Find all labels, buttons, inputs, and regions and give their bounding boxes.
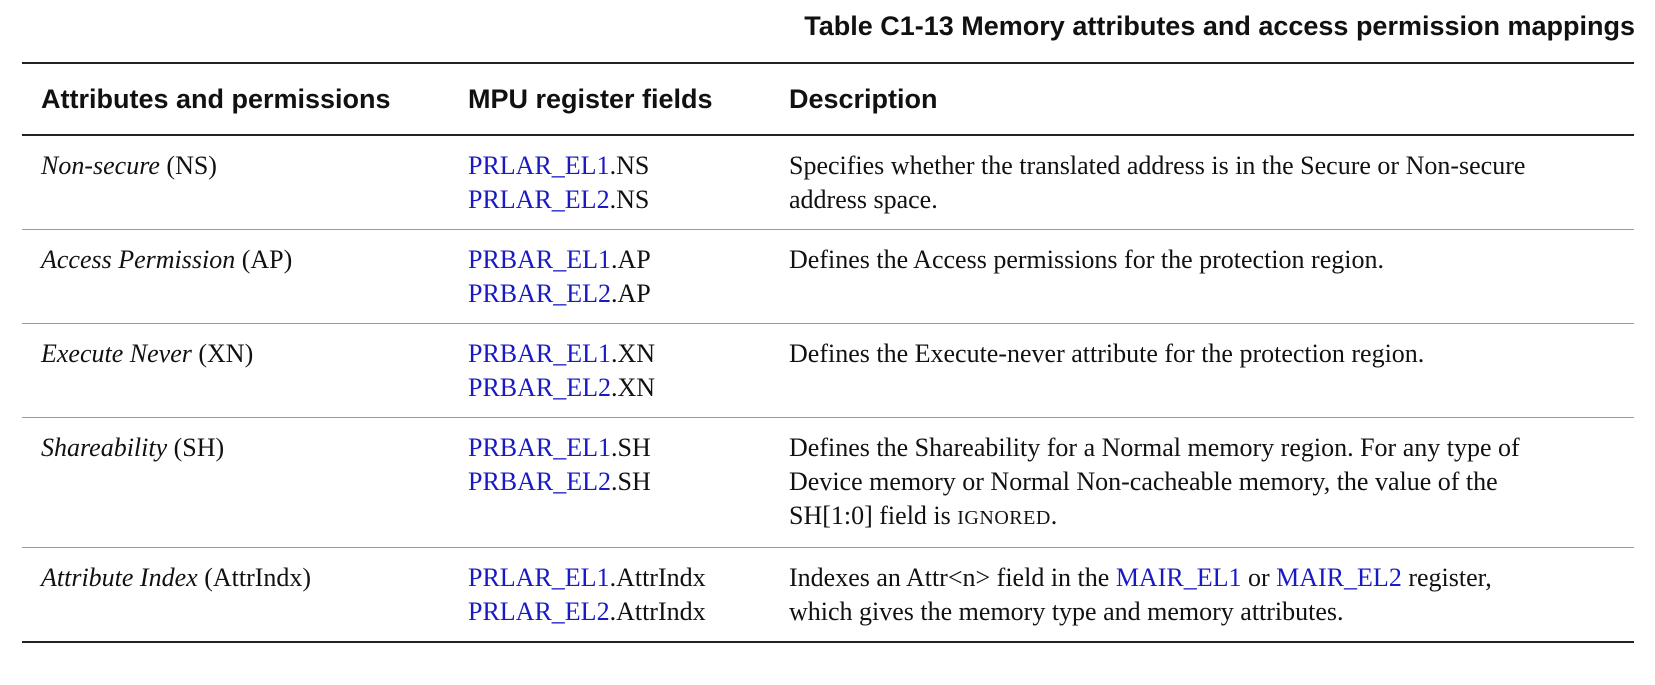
column-header-description: Description (789, 84, 938, 114)
attribute-name: Shareability (41, 433, 168, 462)
attribute-abbr: (XN) (198, 339, 254, 368)
mpu-fields-cell (468, 243, 651, 311)
register-field: .SH (611, 467, 651, 496)
mpu-fields-cell (468, 561, 706, 629)
table-row (22, 548, 1634, 641)
register-link-prbar-el1[interactable]: PRBAR_EL1 (468, 433, 612, 462)
column-header-mpu-fields: MPU register fields (468, 84, 713, 114)
attribute-cell (41, 561, 311, 595)
description-cell (789, 149, 1619, 217)
register-field: .AP (611, 279, 651, 308)
description-cell (789, 561, 1619, 629)
attribute-cell (41, 243, 292, 277)
register-link-prbar-el1[interactable]: PRBAR_EL1 (468, 245, 612, 274)
attribute-cell (41, 149, 217, 183)
attribute-name: Attribute Index (41, 563, 198, 592)
description-line: Indexes an Attr<n> field in the MAIR_EL1 or MAIR_EL2 register, (789, 563, 1492, 592)
register-link-mair-el2[interactable]: MAIR_EL2 (1276, 563, 1402, 592)
description-line: Defines the Access permissions for the protection region. (789, 245, 1384, 274)
description-cell (789, 337, 1619, 371)
mpu-fields-cell (468, 337, 655, 405)
description-cell (789, 243, 1619, 277)
table-header (22, 64, 1634, 136)
register-link-prbar-el1[interactable]: PRBAR_EL1 (468, 339, 612, 368)
register-link-prbar-el2[interactable]: PRBAR_EL2 (468, 279, 612, 308)
register-field: .AttrIndx (609, 597, 706, 626)
attribute-abbr: (AttrIndx) (204, 563, 312, 592)
description-line: which gives the memory type and memory attributes. (789, 597, 1344, 626)
description-line: SH[1:0] field is IGNORED. (789, 501, 1058, 530)
table-row (22, 418, 1634, 548)
table-row (22, 136, 1634, 230)
register-link-prlar-el2[interactable]: PRLAR_EL2 (468, 185, 610, 214)
attribute-name: Access Permission (41, 245, 236, 274)
mpu-fields-cell (468, 431, 651, 499)
column-header-attributes: Attributes and permissions (41, 84, 391, 114)
description-line: Specifies whether the translated address is in the Secure or Non-secure (789, 151, 1526, 180)
register-link-prlar-el2[interactable]: PRLAR_EL2 (468, 597, 610, 626)
attribute-name: Execute Never (41, 339, 192, 368)
table-row (22, 324, 1634, 418)
register-field: .NS (609, 151, 650, 180)
register-link-prbar-el2[interactable]: PRBAR_EL2 (468, 467, 612, 496)
mpu-fields-cell (468, 149, 649, 217)
register-link-prlar-el1[interactable]: PRLAR_EL1 (468, 563, 610, 592)
register-field: .XN (611, 339, 656, 368)
attribute-name: Non-secure (41, 151, 160, 180)
attributes-table (22, 62, 1634, 643)
register-field: .NS (609, 185, 650, 214)
table-caption: Table C1-13 Memory attributes and access permission mappings (804, 11, 1635, 41)
register-field: .AP (611, 245, 651, 274)
register-link-prlar-el1[interactable]: PRLAR_EL1 (468, 151, 610, 180)
attribute-abbr: (NS) (166, 151, 217, 180)
register-link-mair-el1[interactable]: MAIR_EL1 (1115, 563, 1242, 592)
register-link-prbar-el2[interactable]: PRBAR_EL2 (468, 373, 612, 402)
description-line: Defines the Shareability for a Normal memory region. For any type of (789, 433, 1520, 462)
attribute-cell (41, 431, 224, 465)
register-field: .AttrIndx (609, 563, 706, 592)
description-line: Defines the Execute-never attribute for the protection region. (789, 339, 1425, 368)
attribute-abbr: (SH) (173, 433, 225, 462)
description-line: address space. (789, 185, 938, 214)
register-field: .SH (611, 433, 651, 462)
ignored-keyword: IGNORED (957, 507, 1051, 529)
attribute-abbr: (AP) (241, 245, 293, 274)
register-field: .XN (611, 373, 656, 402)
description-line: Device memory or Normal Non-cacheable memory, the value of the (789, 467, 1498, 496)
table-row (22, 230, 1634, 324)
description-cell (789, 431, 1619, 535)
attribute-cell (41, 337, 253, 371)
